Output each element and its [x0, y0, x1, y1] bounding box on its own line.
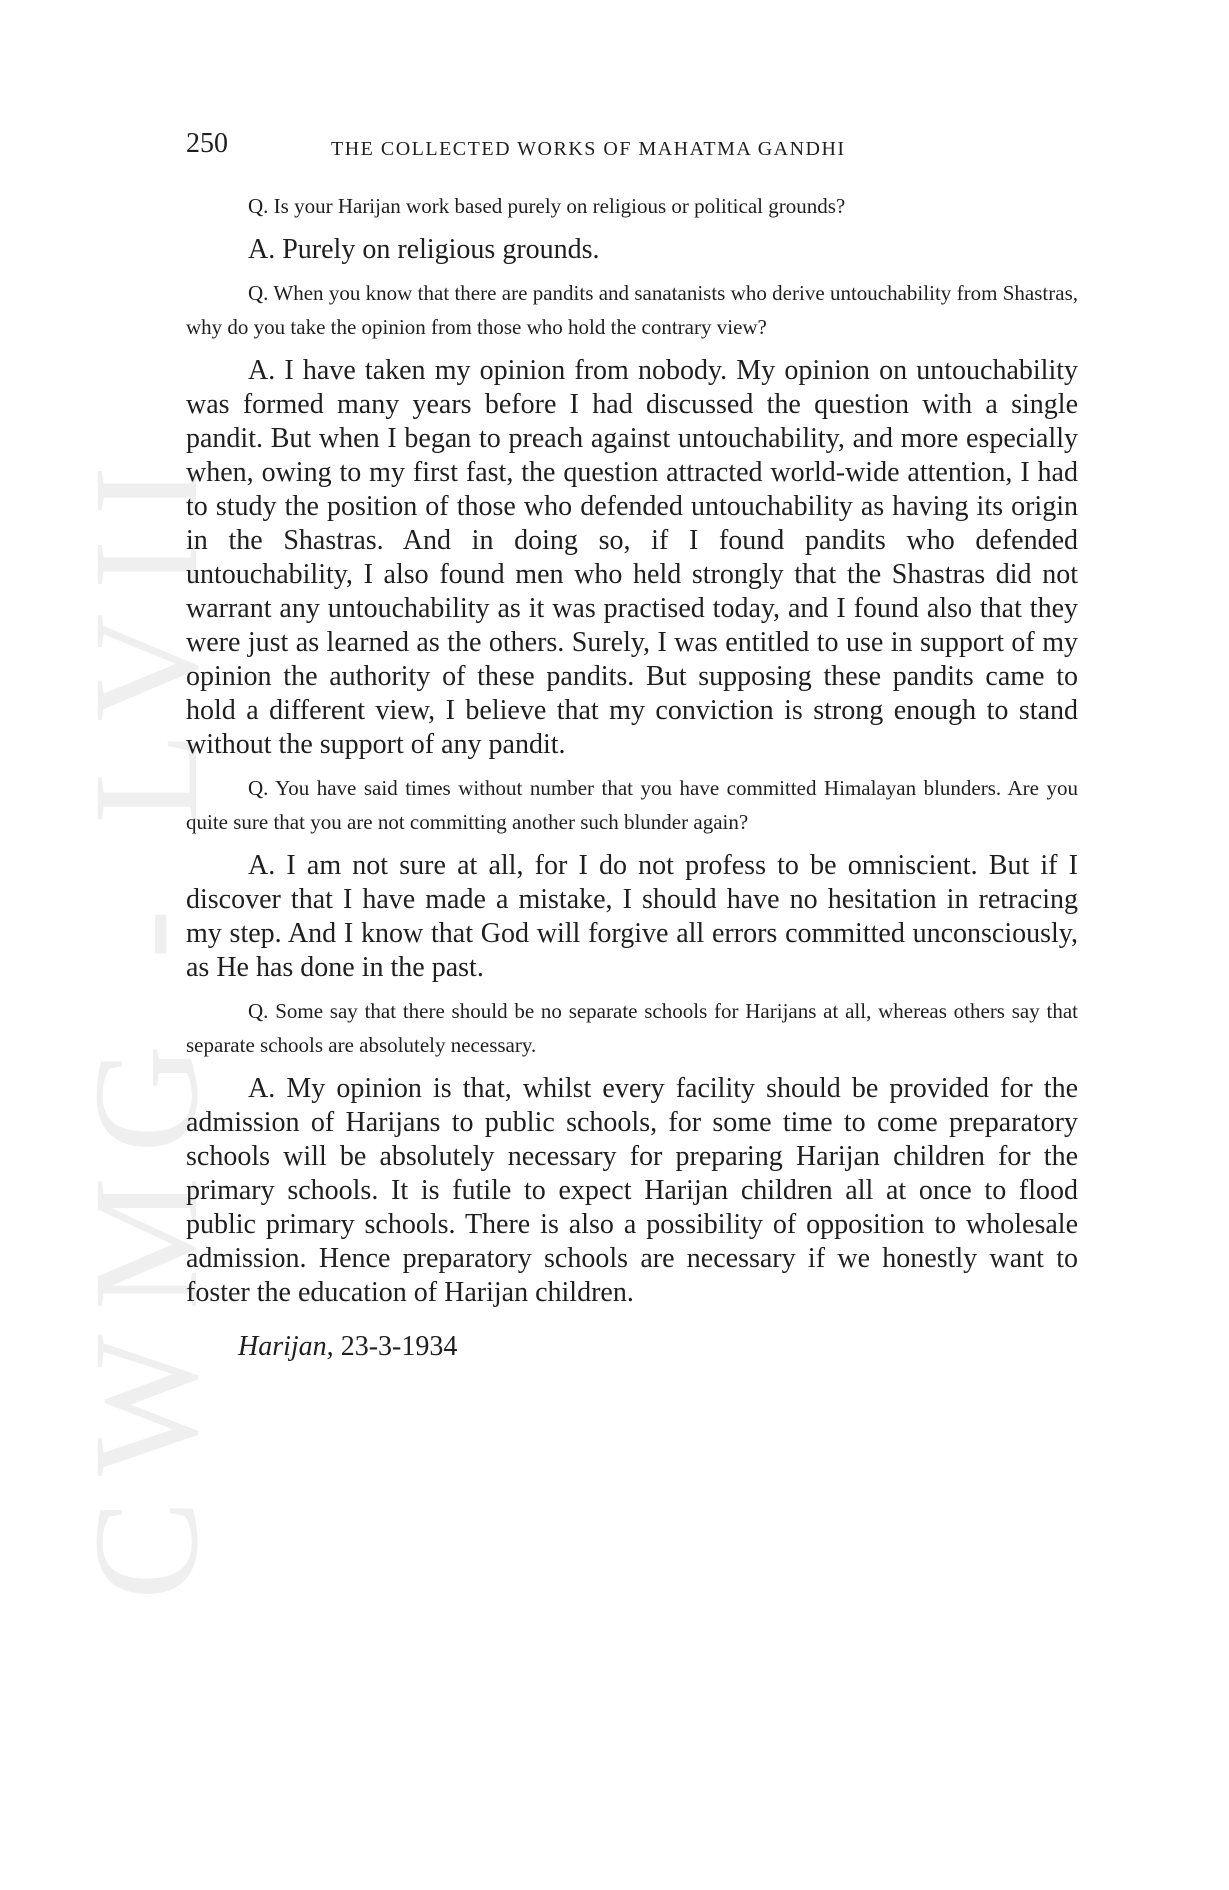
question-text: When you know that there are pandits and sanatanists who derive untouchability from Shastras, why do you take the opinion from those who hold the contrary view? [186, 281, 1078, 339]
watermark: CWMG - LVII [63, 441, 229, 1600]
question-3 [186, 771, 1078, 839]
question-text: Is your Harijan work based purely on religious or political grounds? [273, 194, 846, 218]
answer-label: A. [248, 355, 276, 386]
running-head: THE COLLECTED WORKS OF MAHATMA GANDHI [331, 138, 846, 160]
source-publication: Harijan, [238, 1331, 334, 1362]
question-text: Some say that there should be no separate schools for Harijans at all, whereas others say that separate schools are absolutely necessary. [186, 999, 1079, 1057]
interview-body [186, 180, 1078, 1364]
answer-text: Purely on religious grounds. [282, 234, 600, 265]
question-label: Q. [248, 194, 269, 218]
question-4 [186, 994, 1078, 1062]
question-label: Q. [248, 999, 269, 1023]
answer-label: A. [248, 1073, 276, 1104]
question-label: Q. [248, 776, 269, 800]
answer-label: A. [248, 234, 276, 265]
source-citation [186, 1330, 1078, 1364]
page-header [186, 128, 1086, 168]
question-1 [186, 189, 1078, 223]
answer-text: My opinion is that, whilst every facility should be provided for the admission of Harijans to public schools, for some time to come preparatory schools will be absolutely necessary for preparing Harijan children for the primary schools. It is futile to expect Harijan children all at once to flood public primary schools. There is also a possibility of opposition to wholesale admission. Hence preparatory schools are necessary if we honestly want to foster the education of Harijan children. [186, 1073, 1078, 1308]
source-date: 23-3-1934 [340, 1331, 458, 1362]
answer-label: A. [248, 850, 276, 881]
answer-text: I have taken my opinion from nobody. My opinion on untouchability was formed many years before I had discussed the question with a single pandit. But when I began to preach against untouchability, and more especially when, owing to my first fast, the question attracted world-wide attention, I had to study the position of those who defended untouchability as having its origin in the Shastras. And in doing so, if I found pandits who defended untouchability, I also found men who held strongly that the Shastras did not warrant any untouchability as it was practised today, and I found also that they were just as learned as the others. Surely, I was entitled to use in support of my opinion the authority of these pandits. But supposing these pandits came to hold a different view, I believe that my conviction is strong enough to stand without the support of any pandit. [186, 355, 1079, 760]
question-text: You have said times without number that you have committed Himalayan blunders. Are you quite sure that you are not committing another such blunder again? [186, 776, 1078, 834]
answer-4 [186, 1072, 1078, 1310]
page-number: 250 [186, 128, 228, 159]
answer-3 [186, 849, 1078, 985]
question-2 [186, 276, 1078, 344]
answer-1 [186, 233, 1078, 267]
question-label: Q. [248, 281, 269, 305]
answer-2 [186, 354, 1078, 762]
answer-text: I am not sure at all, for I do not profess to be omniscient. But if I discover that I have made a mistake, I should have no hesitation in retracing my step. And I know that God will forgive all errors committed unconsciously, as He has done in the past. [186, 850, 1079, 983]
